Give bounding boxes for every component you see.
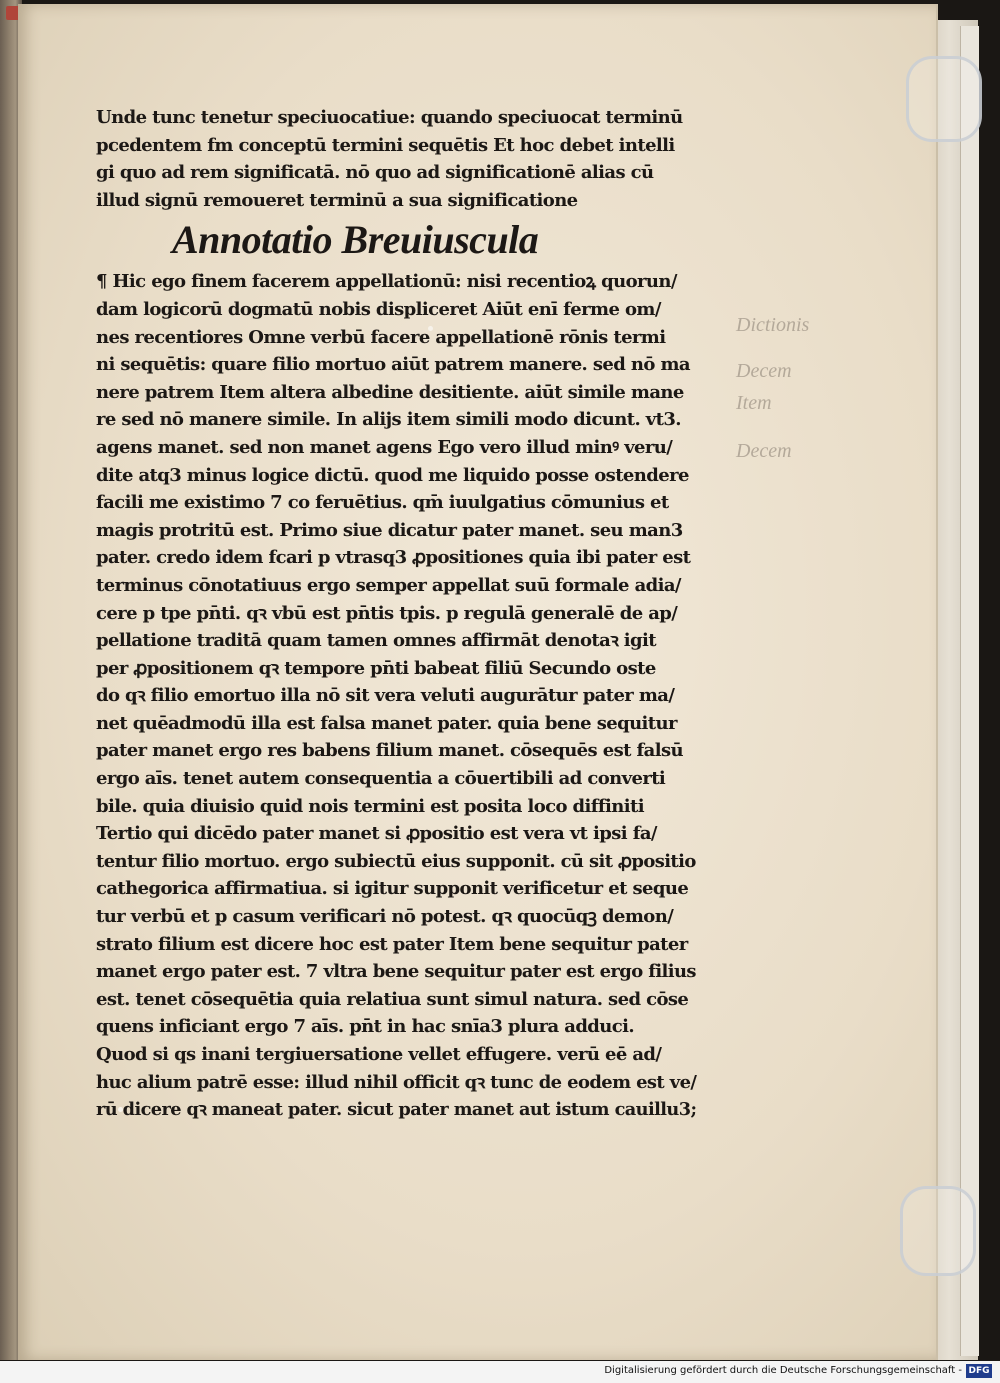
text-line: tentur filio mortuo. ergo subiectū eius supponit. cū sit ꝓpositio — [96, 850, 696, 872]
text-line: illud signū remoueret terminū a sua significatione — [96, 189, 578, 211]
text-line: ni sequētis: quare filio mortuo aiūt patrem manere. sed nō ma — [96, 354, 690, 376]
text-line: agens manet. sed non manet agens Ego vero illud minꝰ veru/ — [96, 436, 673, 458]
text-line: nere patrem Item altera albedine desitiente. aiūt simile mane — [96, 381, 684, 403]
text-line: strato filium est dicere hoc est pater Item bene sequitur pater — [96, 933, 688, 955]
funding-credit: Digitalisierung gefördert durch die Deutsche Forschungsgemeinschaft - — [604, 1365, 962, 1376]
text-line: terminus cōnotatiuus ergo semper appellat suū formale adia/ — [96, 574, 681, 596]
text-line: cathegorica affirmatiua. si igitur supponit verificetur et seque — [96, 878, 689, 900]
section-heading: Annotatio Breuiuscula — [172, 217, 539, 263]
text-line: do qꝛ filio emortuo illa nō sit vera veluti augurātur pater ma/ — [96, 685, 675, 707]
bleed-through-text: Item — [736, 392, 772, 414]
text-line: tur verbū et p casum verificari nō potest. qꝛ quocūqꝫ demon/ — [96, 906, 674, 928]
bleed-through-text: Dictionis — [736, 314, 810, 336]
text-line: pater manet ergo res babens filium manet. cōsequēs est falsū — [96, 740, 683, 762]
page-clip — [900, 1186, 976, 1276]
text-line: ¶ Hic ego finem facerem appellationū: nisi recentioꝝ quorun/ — [96, 271, 677, 293]
text-line: quens inficiant ergo 7 aīs. pn̄t in hac snīa3 plura adduci. — [96, 1016, 635, 1038]
text-line: re sed nō manere simile. In alijs item simili modo dicunt. vt3. — [96, 409, 681, 431]
text-line: pellatione traditā quam tamen omnes affirmāt denotaꝛ igit — [96, 630, 656, 652]
text-line: pcedentem fm conceptū termini sequētis Et hoc debet intelli — [96, 134, 675, 156]
text-line: manet ergo pater est. 7 vltra bene sequitur pater est ergo filius — [96, 961, 696, 983]
text-line: rū dicere qꝛ maneat pater. sicut pater manet aut istum cauillu3; — [96, 1099, 697, 1121]
bleed-through-text: Decem — [736, 440, 792, 462]
text-line: Quod si qs inani tergiuersatione vellet effugere. verū eē ad/ — [96, 1044, 662, 1065]
text-line: magis protritū est. Primo siue dicatur pater manet. seu man3 — [96, 519, 683, 541]
under-page-edge — [960, 26, 979, 1356]
text-line: pater. credo idem fcari p vtrasq3 ꝓpositiones quia ibi pater est — [96, 547, 691, 569]
text-line: Tertio qui dicēdo pater manet si ꝓpositio est vera vt ipsi fa/ — [96, 823, 657, 845]
body-text — [96, 268, 696, 1123]
text-line: net quēadmodū illa est falsa manet pater. quia bene sequitur — [96, 712, 677, 734]
text-line: huc alium patrē esse: illud nihil officit qꝛ tunc de eodem est ve/ — [96, 1071, 697, 1093]
text-line: est. tenet cōsequētia quia relatiua sunt simul natura. sed cōse — [96, 988, 689, 1010]
text-line: gi quo ad rem significatā. nō quo ad significationē alias cū — [96, 162, 654, 184]
dfg-logo: DFG — [966, 1364, 992, 1378]
text-line: dite atq3 minus logice dictū. quod me liquido posse ostendere — [96, 464, 689, 486]
text-line: dam logicorū dogmatū nobis displiceret Aiūt enī ferme om/ — [96, 298, 661, 320]
text-line: nes recentiores Omne verbū facere appellationē rōnis termi — [96, 326, 666, 348]
page-clip — [906, 56, 982, 142]
footer-bar — [0, 1361, 1000, 1383]
text-line: per ꝓpositionem qꝛ tempore pn̄ti babeat filiū Secundo oste — [96, 657, 656, 679]
blackletter-text-block — [96, 104, 696, 1124]
bleed-through-text: Decem — [736, 360, 792, 382]
text-line: facili me existimo 7 co feruētius. qm̄ iuulgatius cōmunius et — [96, 492, 669, 514]
text-line: ergo aīs. tenet autem consequentia a cōuertibili ad converti — [96, 768, 666, 790]
text-line: Unde tunc tenetur speciuocatiue: quando speciuocat terminū — [96, 107, 683, 128]
text-line: cere p tpe pn̄ti. qꝛ vbū est pn̄tis tpis. p regulā generalē de ap/ — [96, 602, 678, 624]
text-line: bile. quia diuisio quid nois termini est posita loco diffiniti — [96, 795, 644, 817]
